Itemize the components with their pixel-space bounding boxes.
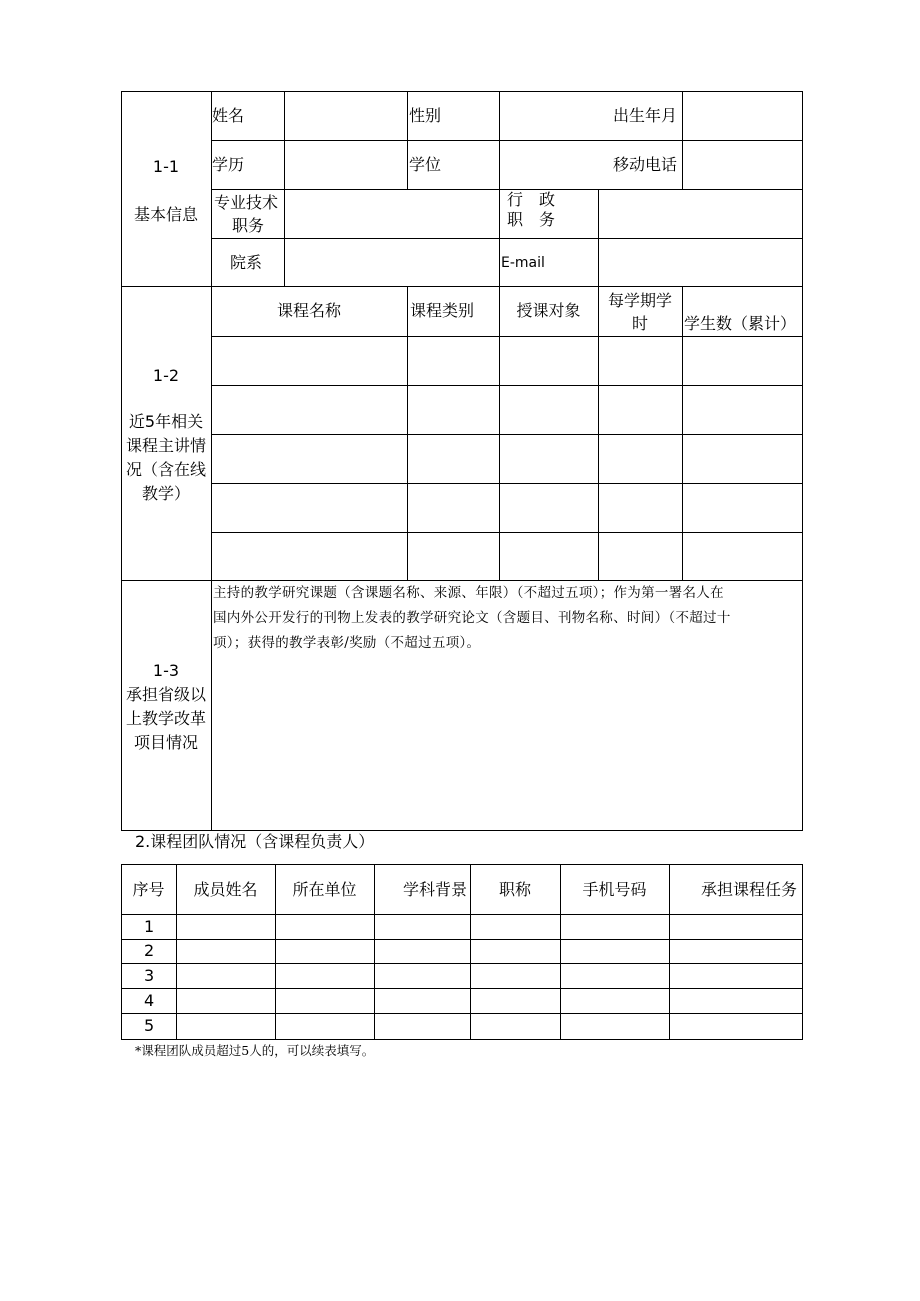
- grid-line: [598, 189, 599, 286]
- section-code-1-3: 1-3: [152, 661, 180, 680]
- degree-label: 学位: [409, 155, 442, 174]
- admin-post-label-line2: 职 务: [507, 210, 556, 229]
- grid-line: [121, 830, 803, 831]
- row-number: 3: [144, 966, 155, 985]
- grid-line: [407, 286, 408, 580]
- mobile-label: 移动电话: [613, 155, 678, 174]
- header-audience: 授课对象: [516, 301, 581, 320]
- header-hours-line1: 每学期学: [607, 291, 672, 310]
- title-line: 上教学改革: [125, 709, 206, 728]
- grid-line: [211, 238, 803, 239]
- grid-line: [499, 189, 500, 286]
- header-phone: 手机号码: [582, 880, 647, 899]
- title-line: 课程主讲情: [125, 436, 206, 455]
- grid-line: [284, 91, 285, 189]
- gender-label: 性别: [409, 106, 442, 125]
- section-title-reform: [121, 683, 211, 755]
- grid-line: [211, 532, 803, 533]
- grid-line: [284, 189, 285, 286]
- grid-line: [121, 286, 803, 287]
- grid-line: [682, 286, 683, 580]
- header-title: 职称: [498, 880, 531, 899]
- grid-line: [669, 864, 670, 1040]
- grid-line: [121, 864, 803, 865]
- grid-line: [121, 1013, 803, 1014]
- department-label: 院系: [230, 253, 263, 272]
- section-code-1-1: 1-1: [152, 157, 180, 176]
- section-code-1-2: 1-2: [152, 366, 180, 385]
- professional-title-label-line1: 专业技术: [214, 193, 279, 212]
- grid-line: [682, 91, 683, 189]
- grid-line: [121, 91, 803, 92]
- reform-instructions: [213, 581, 801, 656]
- instruction-line: 项）；获得的教学表彰/奖励（不超过五项）。: [213, 635, 481, 651]
- grid-line: [211, 91, 212, 831]
- header-hours-line2: 时: [631, 314, 648, 333]
- header-unit: 所在单位: [292, 880, 357, 899]
- instruction-line: 主持的教学研究课题（含课题名称、来源、年限）（不超过五项）；作为第一署名人在: [213, 585, 724, 601]
- row-number: 2: [144, 941, 155, 960]
- grid-line: [802, 91, 803, 831]
- instruction-line: 国内外公开发行的刊物上发表的教学研究论文（含题目、刊物名称、时间）（不超过十: [213, 610, 731, 626]
- grid-line: [211, 434, 803, 435]
- header-member-name: 成员姓名: [193, 880, 258, 899]
- birth-label: 出生年月: [613, 106, 678, 125]
- grid-line: [499, 91, 500, 189]
- email-label: E-mail: [501, 255, 545, 271]
- row-number: 4: [144, 991, 155, 1010]
- name-label: 姓名: [212, 106, 245, 125]
- grid-line: [121, 988, 803, 989]
- grid-line: [802, 864, 803, 1040]
- grid-line: [121, 939, 803, 940]
- grid-line: [121, 914, 803, 915]
- grid-line: [211, 483, 803, 484]
- admin-post-label-line1: 行 政: [507, 190, 556, 209]
- grid-line: [374, 864, 375, 1040]
- title-line: 承担省级以: [125, 685, 206, 704]
- grid-line: [121, 963, 803, 964]
- title-line: 近5年相关: [128, 412, 204, 431]
- education-label: 学历: [212, 155, 245, 174]
- header-no: 序号: [132, 880, 165, 899]
- grid-line: [211, 385, 803, 386]
- header-students: 学生数（累计）: [684, 314, 797, 333]
- header-course-name: 课程名称: [276, 301, 341, 320]
- title-line: 况（含在线: [125, 460, 206, 479]
- professional-title-label-line2: 职务: [232, 216, 265, 235]
- section-title-basic-info: 基本信息: [133, 205, 198, 224]
- row-number: 5: [144, 1016, 155, 1035]
- team-section-title: 2.课程团队情况（含课程负责人）: [135, 832, 375, 851]
- header-course-type: 课程类别: [410, 301, 475, 320]
- row-number: 1: [144, 917, 155, 936]
- header-background: 学科背景: [403, 880, 468, 899]
- grid-line: [407, 91, 408, 189]
- header-task: 承担课程任务: [701, 880, 798, 899]
- grid-line: [121, 1039, 803, 1040]
- title-line: 教学）: [141, 484, 190, 503]
- grid-line: [211, 140, 803, 141]
- grid-line: [211, 336, 803, 337]
- grid-line: [499, 286, 500, 580]
- title-line: 项目情况: [133, 733, 198, 752]
- footnote: *课程团队成员超过5人的，可以续表填写。: [135, 1043, 375, 1058]
- section-title-courses: [121, 410, 211, 506]
